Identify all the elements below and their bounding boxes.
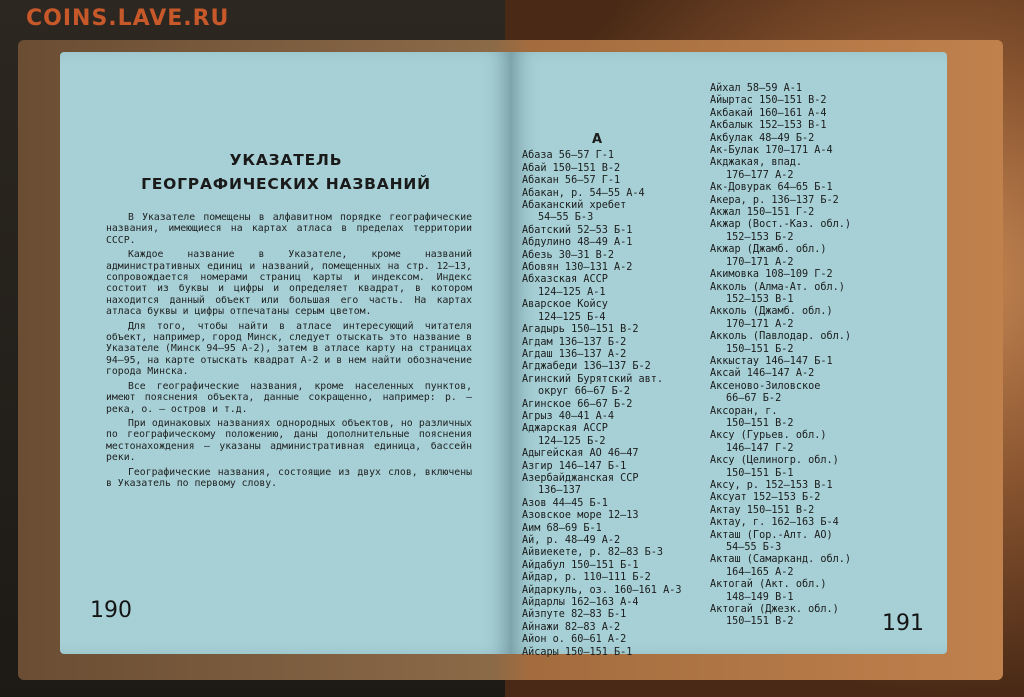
entry-name: Абакан 56—57 Г-1 bbox=[522, 175, 621, 187]
entry-continuation: округ 66—67 Б-2 bbox=[538, 386, 631, 398]
entry-continuation: 124—125 А-1 bbox=[538, 286, 606, 298]
index-entry bbox=[522, 585, 707, 597]
entry-name: Аккыстау 146—147 Б-1 bbox=[710, 355, 833, 367]
entry-name: Абовян 130—131 А-2 bbox=[522, 262, 633, 274]
index-entry bbox=[710, 492, 890, 504]
entry-name: Акера, р. 136—137 Б-2 bbox=[710, 194, 839, 206]
left-page bbox=[60, 52, 512, 654]
entry-continuation: 152—153 Б-2 bbox=[726, 231, 794, 243]
index-entry bbox=[522, 411, 707, 423]
entry-name: Айыртас 150—151 В-2 bbox=[710, 95, 827, 107]
entry-name: Аксеново-Зиловское bbox=[710, 380, 821, 392]
index-entry bbox=[522, 609, 707, 621]
entry-name: Абдулино 48—49 А-1 bbox=[522, 237, 633, 249]
index-entry bbox=[710, 157, 890, 182]
entry-name: Агинское 66—67 Б-2 bbox=[522, 398, 633, 410]
index-column-1 bbox=[522, 134, 707, 659]
entry-name: Акджакая, впад. bbox=[710, 157, 803, 169]
title-line-2: ГЕОГРАФИЧЕСКИХ НАЗВАНИЙ bbox=[141, 175, 431, 193]
index-entry bbox=[522, 188, 707, 200]
right-page bbox=[510, 52, 947, 658]
entry-name: Агджабеди 136—137 Б-2 bbox=[522, 361, 651, 373]
entry-name: Аварское Койсу bbox=[522, 299, 608, 311]
entry-name: Агдаш 136—137 А-2 bbox=[522, 348, 627, 360]
entry-name: Айдабул 150—151 Б-1 bbox=[522, 559, 639, 571]
index-entry bbox=[522, 200, 707, 225]
index-entry bbox=[710, 182, 890, 194]
index-entry bbox=[710, 530, 890, 555]
entry-name: Айон о. 60—61 А-2 bbox=[522, 634, 627, 646]
entry-continuation: 150—151 В-2 bbox=[726, 616, 794, 628]
entry-name: Азов 44—45 Б-1 bbox=[522, 497, 608, 509]
entry-name: Айзпуте 82—83 Б-1 bbox=[522, 609, 627, 621]
index-entry bbox=[710, 554, 890, 579]
index-entry bbox=[522, 299, 707, 324]
index-entry bbox=[710, 368, 890, 380]
entry-name: Акташ (Самарканд. обл.) bbox=[710, 554, 852, 566]
index-entry bbox=[710, 306, 890, 331]
index-entry bbox=[710, 83, 890, 95]
entry-name: Аксу, р. 152—153 В-1 bbox=[710, 480, 833, 491]
index-entry bbox=[522, 535, 707, 547]
entry-name: Акбалык 152—153 В-1 bbox=[710, 120, 827, 132]
entry-name: Актогай (Джезк. обл.) bbox=[710, 604, 839, 616]
entry-name: Аксу (Целиногр. обл.) bbox=[710, 455, 839, 467]
entry-name: Актогай (Акт. обл.) bbox=[710, 579, 827, 591]
entry-name: Акжар (Вост.-Каз. обл.) bbox=[710, 219, 852, 231]
index-entry bbox=[710, 108, 890, 120]
intro-paragraph: Каждое название в Указателе, кроме названий административных единиц и названий, помещенных на стр. 12—13, сопровождается номерами страниц карты и индексом. Индекс состоит из буквы и цифры и определяет квадрат, в котором находится данный объект или большая его часть. На картах атласа буквы и цифры отпечатаны серым цветом. bbox=[106, 249, 472, 318]
index-entry bbox=[522, 374, 707, 399]
index-entry bbox=[710, 331, 890, 356]
entry-name: Айдар, р. 110—111 Б-2 bbox=[522, 572, 651, 584]
index-entry bbox=[522, 349, 707, 361]
entry-name: Абаканский хребет bbox=[522, 200, 627, 212]
entry-name: Агадырь 150—151 В-2 bbox=[522, 324, 639, 336]
entry-name: Айнажи 82—83 А-2 bbox=[522, 621, 621, 633]
entry-continuation: 124—125 Б-4 bbox=[538, 311, 606, 323]
entry-name: Акколь (Павлодар. обл.) bbox=[710, 331, 852, 343]
index-entry bbox=[710, 207, 890, 219]
entry-continuation: 170—171 А-2 bbox=[726, 318, 794, 330]
page-number-left: 190 bbox=[90, 598, 132, 623]
intro-text bbox=[106, 212, 472, 492]
index-entry bbox=[522, 250, 707, 262]
index-entry bbox=[522, 163, 707, 175]
entry-continuation: 152—153 В-1 bbox=[726, 293, 794, 305]
entry-name: Акбулак 48—49 Б-2 bbox=[710, 132, 815, 144]
index-entry bbox=[522, 572, 707, 584]
index-entry bbox=[710, 604, 890, 629]
index-entry bbox=[522, 510, 707, 522]
entry-name: Актау, г. 162—163 Б-4 bbox=[710, 517, 839, 529]
entry-name: Аджарская АССР bbox=[522, 423, 608, 435]
index-entry bbox=[522, 647, 707, 659]
entry-name: Ак-Довурак 64—65 Б-1 bbox=[710, 182, 833, 194]
intro-paragraph: При одинаковых названиях однородных объектов, но различных по географическому положению, даны дополнительные пояснения местонахождения — указаны административная единица, бассейн реки. bbox=[106, 417, 472, 464]
index-entry bbox=[522, 237, 707, 249]
entry-name: Аксоран, г. bbox=[710, 405, 778, 417]
entry-name: Аксуат 152—153 Б-2 bbox=[710, 492, 821, 504]
index-entry bbox=[522, 262, 707, 274]
index-entry bbox=[710, 95, 890, 107]
entry-name: Агрыз 40—41 А-4 bbox=[522, 410, 615, 422]
entry-name: Акколь (Джамб. обл.) bbox=[710, 306, 833, 318]
entry-name: Азгир 146—147 Б-1 bbox=[522, 460, 627, 472]
entry-name: Аим 68—69 Б-1 bbox=[522, 522, 602, 534]
index-entry bbox=[522, 560, 707, 572]
index-entry bbox=[710, 455, 890, 480]
entry-continuation: 54—55 Б-3 bbox=[726, 542, 782, 554]
entry-continuation: 66—67 Б-2 bbox=[726, 393, 782, 405]
entry-name: Абаза 56—57 Г-1 bbox=[522, 150, 615, 162]
index-entry bbox=[522, 337, 707, 349]
index-entry bbox=[522, 225, 707, 237]
entry-name: Актау 150—151 В-2 bbox=[710, 504, 815, 516]
index-entry bbox=[710, 219, 890, 244]
intro-paragraph: Географические названия, состоящие из двух слов, включены в Указатель по первому слову. bbox=[106, 466, 472, 489]
entry-name: Айсары 150—151 Б-1 bbox=[522, 646, 633, 658]
entry-name: Акжар (Джамб. обл.) bbox=[710, 244, 827, 256]
index-entry bbox=[710, 381, 890, 406]
entry-name: Ай, р. 48—49 А-2 bbox=[522, 535, 621, 546]
index-entry bbox=[710, 244, 890, 269]
index-entry bbox=[522, 399, 707, 411]
section-letter: А bbox=[591, 132, 603, 147]
entry-continuation: 148—149 В-1 bbox=[726, 591, 794, 603]
entry-continuation: 150—151 Б-1 bbox=[726, 467, 794, 479]
entry-name: Азовское море 12—13 bbox=[522, 510, 639, 522]
index-entry bbox=[710, 269, 890, 281]
entry-name: Абакан, р. 54—55 А-4 bbox=[522, 187, 645, 199]
index-entry bbox=[522, 175, 707, 187]
entry-name: Акбакай 160—161 А-4 bbox=[710, 107, 827, 119]
index-entry bbox=[710, 133, 890, 145]
index-entry bbox=[710, 282, 890, 307]
entry-name: Абатский 52—53 Б-1 bbox=[522, 224, 633, 236]
index-entry bbox=[522, 448, 707, 460]
index-entry bbox=[522, 423, 707, 448]
index-entry bbox=[522, 150, 707, 162]
index-entry bbox=[710, 356, 890, 368]
entry-continuation: 146—147 Г-2 bbox=[726, 442, 794, 454]
entry-name: Абай 150—151 В-2 bbox=[522, 162, 621, 174]
entry-name: Адыгейская АО 46—47 bbox=[522, 448, 639, 460]
entry-name: Айдаркуль, оз. 160—161 А-3 bbox=[522, 584, 682, 596]
index-entry bbox=[522, 622, 707, 634]
entry-name: Акимовка 108—109 Г-2 bbox=[710, 269, 833, 281]
index-entry bbox=[710, 579, 890, 604]
entry-continuation: 150—151 В-2 bbox=[726, 417, 794, 429]
title-line-1: УКАЗАТЕЛЬ bbox=[229, 151, 343, 169]
entry-name: Акташ (Гор.-Алт. АО) bbox=[710, 529, 833, 541]
index-entry bbox=[522, 498, 707, 510]
index-entry bbox=[710, 195, 890, 207]
intro-paragraph: В Указателе помещены в алфавитном порядке географические названия, имеющиеся на картах атласа в пределах территории СССР. bbox=[106, 212, 472, 246]
entry-name: Абхазская АССР bbox=[522, 274, 608, 286]
page-number-right: 191 bbox=[882, 611, 924, 636]
entry-name: Айдарлы 162—163 А-4 bbox=[522, 597, 639, 609]
entry-name: Агинский Бурятский авт. bbox=[522, 373, 664, 385]
entry-name: Агдам 136—137 Б-2 bbox=[522, 336, 627, 348]
index-entry bbox=[710, 505, 890, 517]
entry-continuation: 170—171 А-2 bbox=[726, 256, 794, 268]
entry-continuation: 176—177 А-2 bbox=[726, 169, 794, 181]
index-entry bbox=[522, 634, 707, 646]
index-entry bbox=[522, 461, 707, 473]
entry-name: Акжал 150—151 Г-2 bbox=[710, 207, 815, 219]
entry-name: Акколь (Алма-Ат. обл.) bbox=[710, 281, 845, 293]
index-entry bbox=[522, 597, 707, 609]
page-title bbox=[60, 148, 512, 196]
index-entry bbox=[710, 145, 890, 157]
entry-name: Айхал 58—59 А-1 bbox=[710, 83, 803, 94]
index-entry bbox=[710, 430, 890, 455]
index-entry bbox=[710, 120, 890, 132]
watermark: COINS.LAVE.RU bbox=[26, 6, 230, 31]
entry-continuation: 150—151 Б-2 bbox=[726, 343, 794, 355]
intro-paragraph: Все географические названия, кроме населенных пунктов, имеют пояснения объекта, данные сокращенно, например: р. — река, о. — остров и т.д. bbox=[106, 380, 472, 415]
index-entry bbox=[710, 406, 890, 431]
index-column-2 bbox=[710, 83, 890, 629]
index-entry bbox=[710, 480, 890, 492]
entry-name: Айвиекете, р. 82—83 Б-3 bbox=[522, 547, 664, 559]
entry-name: Аксай 146—147 А-2 bbox=[710, 368, 815, 380]
entry-continuation: 136—137 bbox=[538, 485, 581, 497]
entry-continuation: 124—125 Б-2 bbox=[538, 435, 606, 447]
entry-name: Аксу (Гурьев. обл.) bbox=[710, 430, 827, 442]
entry-name: Ак-Булак 170—171 А-4 bbox=[710, 145, 833, 157]
index-entry bbox=[522, 361, 707, 373]
index-entry bbox=[522, 473, 707, 498]
index-entry bbox=[522, 523, 707, 535]
intro-paragraph: Для того, чтобы найти в атласе интересующий читателя объект, например, город Минск, следует отыскать это название в Указателе (Минск 94—95 А-2), затем в атласе карту на страницах 94—95, на карте отыскать квадрат А-2 и в нем найти обозначение города Минска. bbox=[106, 320, 472, 378]
index-entry bbox=[522, 274, 707, 299]
entry-continuation: 164—165 А-2 bbox=[726, 566, 794, 578]
index-entry bbox=[710, 517, 890, 529]
entry-name: Абезь 30—31 В-2 bbox=[522, 249, 615, 261]
index-entry bbox=[522, 547, 707, 559]
index-entry bbox=[522, 324, 707, 336]
entry-name: Азербайджанская ССР bbox=[522, 472, 639, 484]
entry-continuation: 54—55 Б-3 bbox=[538, 212, 594, 224]
